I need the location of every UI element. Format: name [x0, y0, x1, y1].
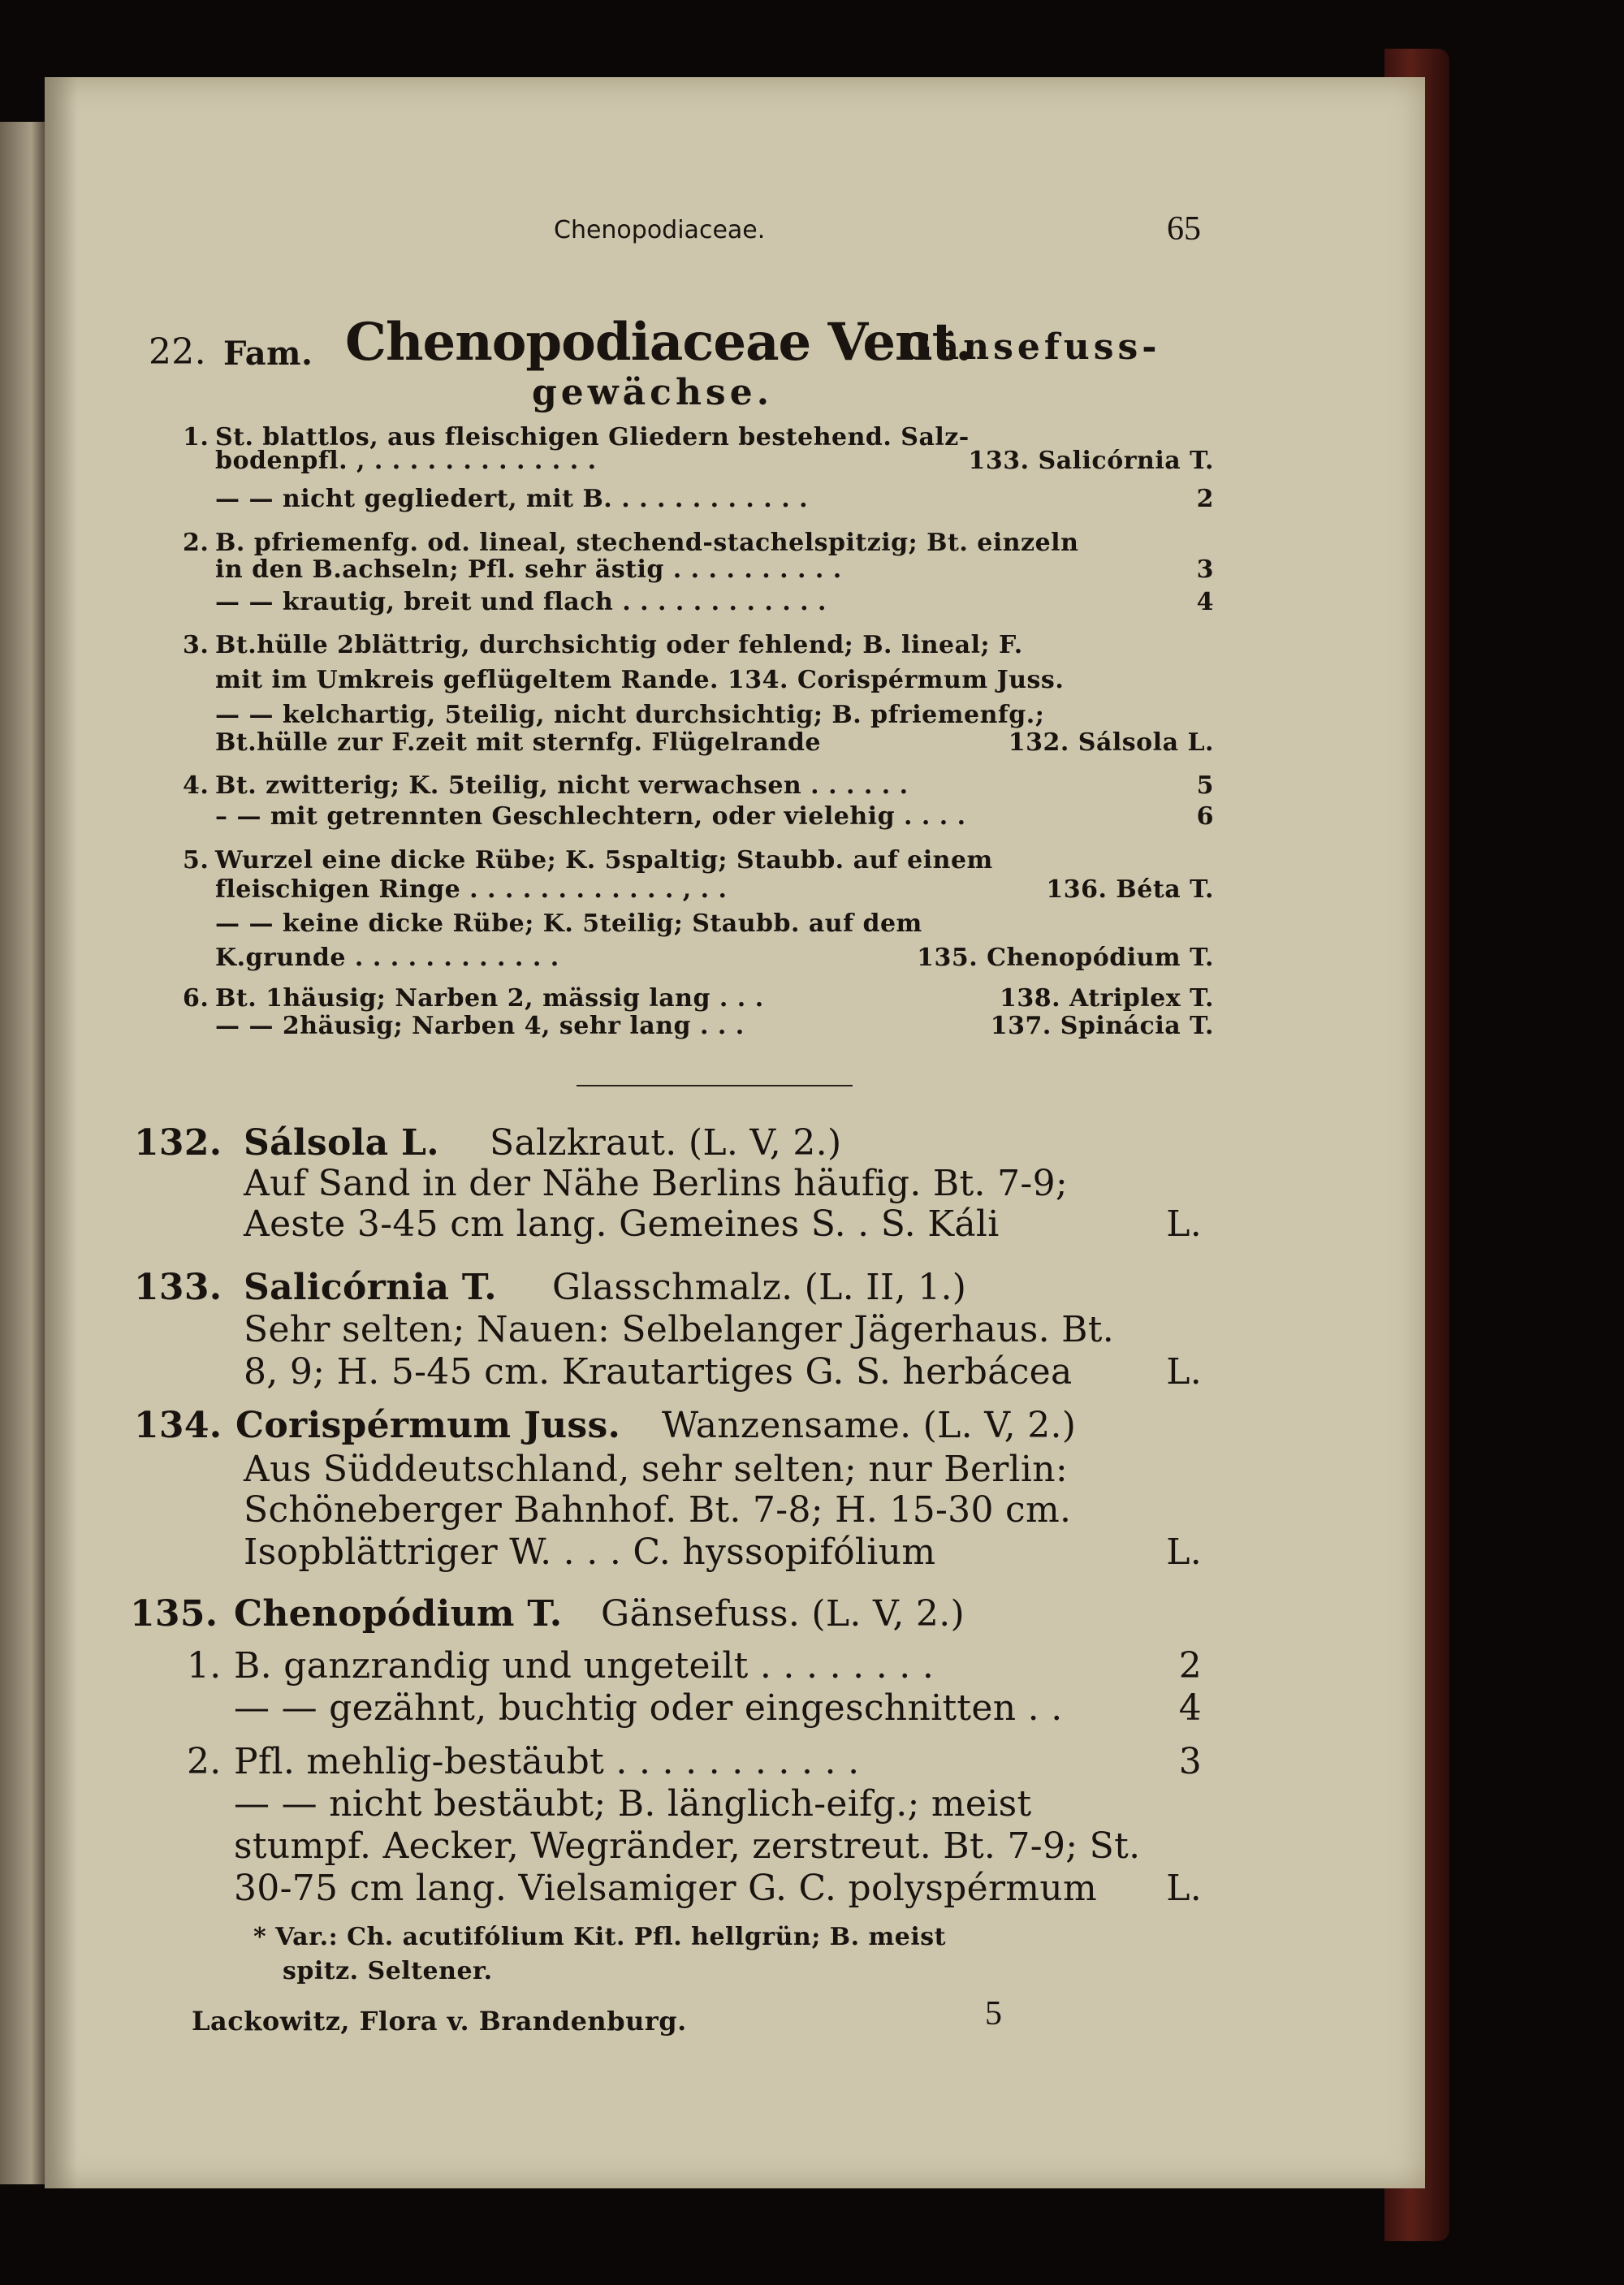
genus-name: Corispérmum Juss.: [235, 1405, 621, 1446]
key-text: 30-75 cm lang. Vielsamiger G. C. polyspérmum: [234, 1868, 1097, 1909]
key-num: 4.: [183, 771, 209, 800]
footer-author: Lackowitz, Flora v. Brandenburg.: [192, 2006, 687, 2037]
key-ref: 138. Atriplex T.: [999, 984, 1214, 1013]
key-text: in den B.achseln; Pfl. sehr ästig . . . . . . . . . .: [215, 555, 842, 584]
key-text: St. blattlos, aus fleischigen Gliedern bestehend. Salz-: [215, 423, 970, 451]
key-text: stumpf. Aecker, Wegränder, zerstreut. Bt. 7-9; St.: [234, 1825, 1141, 1867]
key-text: — — nicht gegliedert, mit B. . . . . . . . . . . .: [215, 485, 809, 513]
key-num: 1.: [187, 1645, 222, 1687]
key-text: K.grunde . . . . . . . . . . . .: [215, 944, 559, 972]
genus-number: 132.: [134, 1122, 222, 1164]
section-divider: [577, 1085, 853, 1086]
key-ref: 4: [1178, 1687, 1202, 1729]
key-text: – — mit getrennten Geschlechtern, oder vielehig . . . .: [215, 802, 966, 831]
genus-name: Salicórnia T.: [244, 1267, 497, 1308]
genus-desc: 8, 9; H. 5-45 cm. Krautartiges G. S. herbácea: [244, 1351, 1073, 1393]
variety-note-cont: spitz. Seltener.: [283, 1957, 493, 1985]
family-prefix: Fam.: [223, 335, 313, 373]
key-ref: 6: [1196, 802, 1214, 831]
key-num: 1.: [183, 423, 209, 451]
key-ref: 136. Béta T.: [1046, 875, 1214, 904]
genus-number: 135.: [130, 1593, 218, 1635]
key-num: 2.: [187, 1741, 222, 1782]
genus-common: Gänsefuss. (L. V, 2.): [601, 1593, 965, 1635]
family-common-name-cont: gewächse.: [532, 372, 774, 413]
family-number: 22.: [149, 331, 206, 373]
key-ref: 132. Sálsola L.: [1008, 728, 1214, 757]
key-ref: L.: [1166, 1868, 1202, 1909]
key-ref: 3: [1196, 555, 1214, 584]
genus-desc: Aeste 3-45 cm lang. Gemeines S. . S. Káli: [244, 1203, 1000, 1245]
running-header-title: Chenopodiaceae.: [554, 216, 766, 244]
genus-author: L.: [1166, 1351, 1202, 1393]
key-ref: 133. Salicórnia T.: [968, 447, 1214, 475]
variety-note: * Var.: Ch. acutifólium Kit. Pfl. hellgrün; B. meist: [253, 1923, 946, 1951]
key-num: 5.: [183, 846, 209, 875]
key-text: Bt. 1häusig; Narben 2, mässig lang . . .: [215, 984, 764, 1013]
key-text: Bt.hülle zur F.zeit mit sternfg. Flügelrande: [215, 728, 821, 757]
key-text: — — keine dicke Rübe; K. 5teilig; Staubb. auf dem: [215, 909, 922, 938]
family-name: Chenopodiaceae Vent.: [345, 312, 973, 373]
key-text: B. ganzrandig und ungeteilt . . . . . . . .: [234, 1645, 935, 1687]
page-number: 65: [1167, 210, 1201, 248]
key-ref: 135. Chenopódium T.: [917, 944, 1214, 972]
key-ref: 2: [1178, 1645, 1202, 1687]
genus-desc: Auf Sand in der Nähe Berlins häufig. Bt. 7-9;: [244, 1163, 1068, 1204]
key-text: Bt.hülle 2blättrig, durchsichtig oder fehlend; B. lineal; F.: [215, 631, 1023, 659]
family-common-name: Gänsefuss-: [901, 326, 1161, 368]
key-text: Wurzel eine dicke Rübe; K. 5spaltig; Staubb. auf einem: [215, 846, 993, 875]
left-page-edge: [0, 122, 45, 2184]
genus-name: Sálsola L.: [244, 1122, 439, 1164]
key-text: — — nicht bestäubt; B. länglich-eifg.; meist: [234, 1783, 1032, 1825]
key-num: 6.: [183, 984, 209, 1013]
key-num: 3.: [183, 631, 209, 659]
genus-number: 133.: [134, 1267, 222, 1308]
key-text: — — kelchartig, 5teilig, nicht durchsichtig; B. pfriemenfg.;: [215, 701, 1045, 729]
genus-author: L.: [1166, 1531, 1202, 1573]
key-text: — — krautig, breit und flach . . . . . . . . . . . .: [215, 588, 827, 616]
genus-desc: Sehr selten; Nauen: Selbelanger Jägerhaus. Bt.: [244, 1309, 1115, 1350]
key-text: — — 2häusig; Narben 4, sehr lang . . .: [215, 1012, 745, 1040]
key-ref: 2: [1196, 485, 1214, 513]
genus-common: Wanzensame. (L. V, 2.): [662, 1405, 1077, 1446]
genus-common: Salzkraut. (L. V, 2.): [490, 1122, 842, 1164]
signature-mark: 5: [985, 1995, 1002, 2032]
genus-number: 134.: [134, 1405, 222, 1446]
key-ref: 4: [1196, 588, 1214, 616]
key-text: bodenpfl. , . . . . . . . . . . . . .: [215, 447, 597, 475]
genus-desc: Aus Süddeutschland, sehr selten; nur Berlin:: [244, 1449, 1069, 1490]
key-text: B. pfriemenfg. od. lineal, stechend-stachelspitzig; Bt. einzeln: [215, 529, 1079, 557]
key-num: 2.: [183, 529, 209, 557]
genus-name: Chenopódium T.: [234, 1593, 563, 1635]
key-ref: 137. Spinácia T.: [990, 1012, 1214, 1040]
genus-desc: Isopblättriger W. . . . C. hyssopifólium: [244, 1531, 936, 1573]
key-text: fleischigen Ringe . . . . . . . . . . . . , . .: [215, 875, 728, 904]
key-ref: 3: [1178, 1741, 1202, 1782]
key-text: mit im Umkreis geflügeltem Rande. 134. Corispérmum Juss.: [215, 666, 1065, 694]
genus-author: L.: [1166, 1203, 1202, 1245]
genus-common: Glasschmalz. (L. II, 1.): [552, 1267, 967, 1308]
key-text: Bt. zwitterig; K. 5teilig, nicht verwachsen . . . . . .: [215, 771, 909, 800]
key-text: Pfl. mehlig-bestäubt . . . . . . . . . . .: [234, 1741, 860, 1782]
key-ref: 5: [1196, 771, 1214, 800]
key-text: — — gezähnt, buchtig oder eingeschnitten . .: [234, 1687, 1063, 1729]
genus-desc: Schöneberger Bahnhof. Bt. 7-8; H. 15-30 cm.: [244, 1489, 1072, 1531]
